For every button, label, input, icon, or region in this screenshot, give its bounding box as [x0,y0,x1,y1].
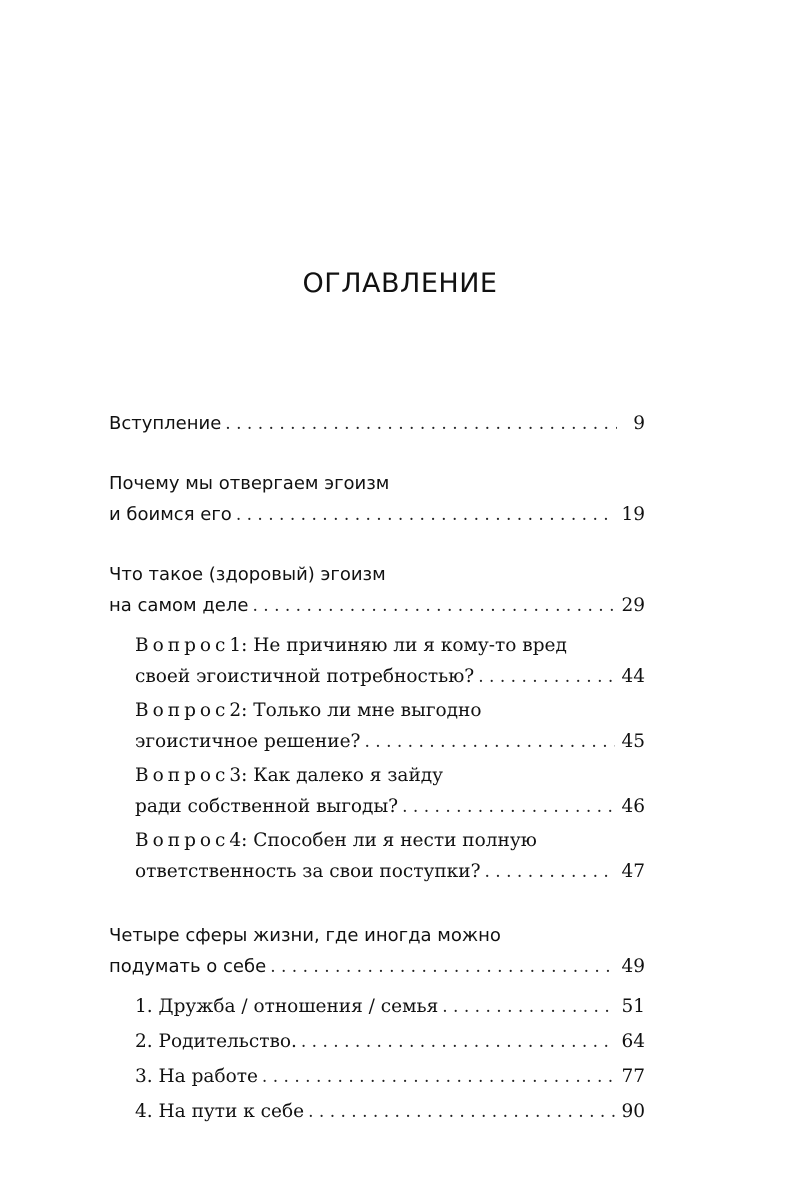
toc-entry-title-line-2: ради собственной выгоды? [135,796,399,817]
toc-entry-title-line-1: 4: Способен ли я нести полную [229,830,537,851]
question-prefix: Вопрос [135,700,230,721]
toc-entry-title-line-2: ответственность за свои поступки? [135,861,481,882]
toc-entry-title-line-2: эгоистичное решение? [135,731,361,752]
dot-leader [236,500,616,531]
dot-leader [262,1062,616,1093]
toc-entry-title: Вступление [109,413,222,434]
toc-entry-title-line-1: Что такое (здоровый) эгоизм [109,564,386,585]
toc-entry-title-line-1: Почему мы отвергаем эгоизм [109,473,390,494]
toc-entry-title-line-2: и боимся его [109,504,232,525]
question-prefix: Вопрос [135,765,230,786]
toc-entry-page: 46 [621,796,645,817]
dot-leader [485,857,616,888]
dot-leader [364,727,615,758]
toc-entry-question-3[interactable] [109,760,645,823]
toc-entry-page: 90 [621,1101,645,1122]
toc-entry-page: 49 [621,956,645,977]
toc-entry-page: 19 [621,504,645,525]
toc-entry-title: 1. Дружба / отношения / семья [135,996,439,1017]
toc-entry-parenthood[interactable] [109,1026,645,1058]
toc-entry-question-1[interactable] [109,630,645,693]
dot-leader [252,591,615,622]
toc-entry-title-line-1: 3: Как далеко я зайду [229,765,444,786]
question-prefix: Вопрос [135,830,230,851]
toc-entry-at-work[interactable] [109,1061,645,1093]
toc-entry-title: 3. На работе [135,1066,258,1087]
toc-entry-page: 44 [621,666,645,687]
question-prefix: Вопрос [135,635,230,656]
dot-leader [478,662,615,693]
page-title: ОГЛАВЛЕНИЕ [302,268,498,299]
toc-entry-why-reject-egoism[interactable] [109,468,645,531]
dot-leader [402,792,615,823]
toc-entry-four-spheres[interactable] [109,920,645,983]
toc-entry-title: 4. На пути к себе [135,1101,305,1122]
toc-entry-page: 45 [621,731,645,752]
toc-entry-page: 51 [621,996,645,1017]
toc-entry-page: 29 [621,595,645,616]
table-of-contents [109,408,645,1128]
toc-entry-introduction[interactable] [109,408,645,440]
toc-entry-page: 64 [621,1031,645,1052]
dot-leader [301,1027,616,1058]
toc-entry-title-line-1: 2: Только ли мне выгодно [229,700,482,721]
toc-entry-title-line-2: своей эгоистичной потребностью? [135,666,475,687]
dot-leader [308,1097,615,1128]
toc-entry-title-line-2: на самом деле [109,595,249,616]
toc-entry-what-is-healthy-egoism[interactable] [109,559,645,622]
toc-entry-question-4[interactable] [109,825,645,888]
toc-entry-title: 2. Родительство. [135,1031,297,1052]
toc-entry-page: 9 [633,413,645,434]
toc-entry-page: 77 [621,1066,645,1087]
dot-leader [442,992,615,1023]
toc-entry-friendship[interactable] [109,991,645,1023]
toc-entry-title-line-1: 1: Не причиняю ли я кому-то вред [229,635,567,656]
toc-entry-title-line-1: Четыре сферы жизни, где иногда можно [109,925,501,946]
toc-entry-question-2[interactable] [109,695,645,758]
toc-entry-path-to-self[interactable] [109,1096,645,1128]
toc-entry-page: 47 [621,861,645,882]
dot-leader [225,409,617,440]
dot-leader [270,952,615,983]
toc-entry-title-line-2: подумать о себе [109,956,267,977]
